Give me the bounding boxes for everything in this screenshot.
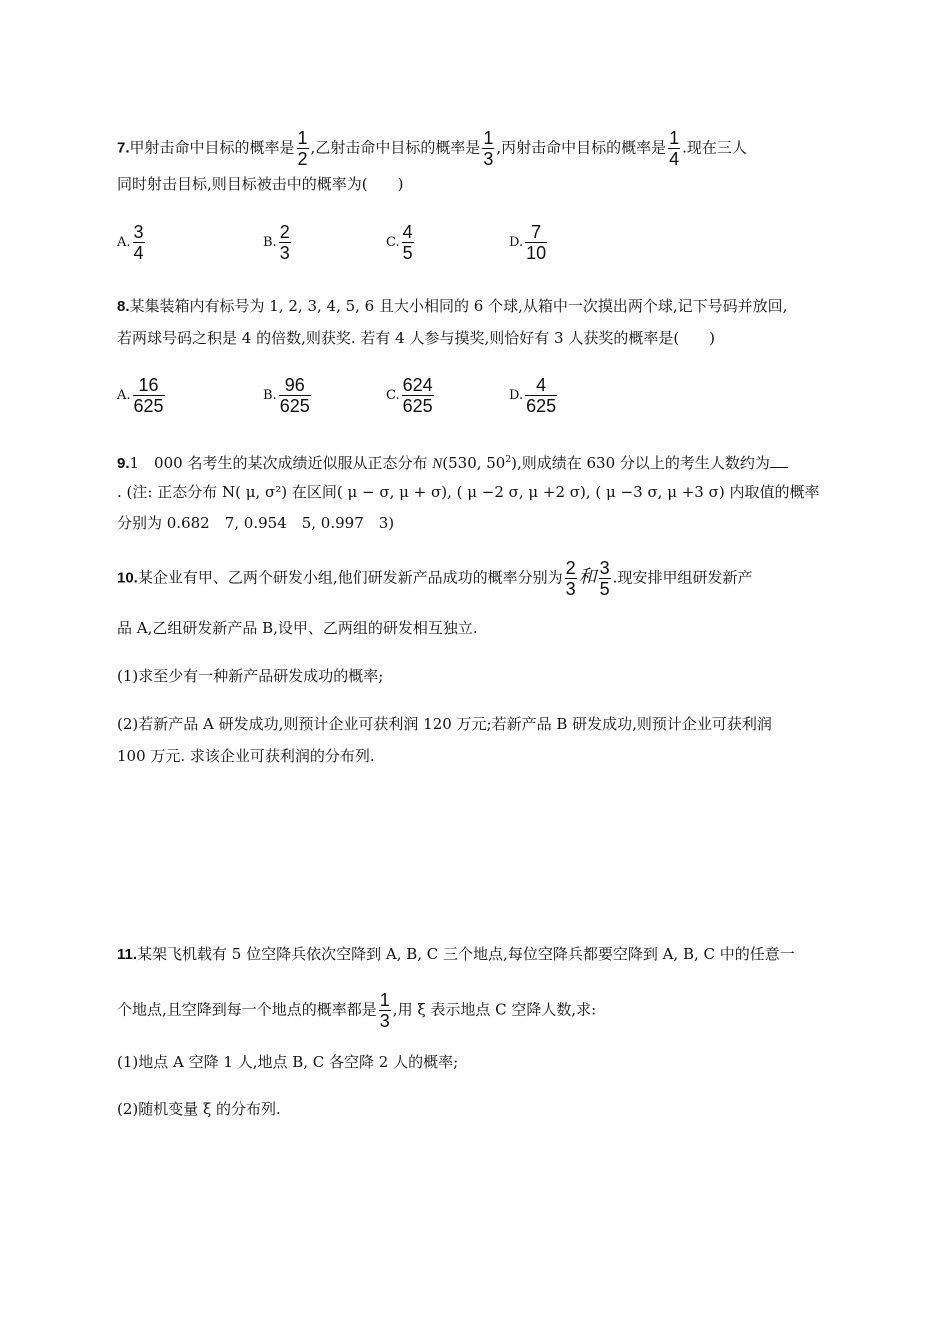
q8-option-b[interactable]: B. $\frac{96}{625}$ xyxy=(263,375,310,416)
q8-line-2: 若两球号码之积是 4 的倍数,则获奖. 若有 4 人参与摸奖,则恰好有 3 人获奖的概率是( ) xyxy=(117,329,716,347)
q11-line-2: 个地点,且空降到每一个地点的概率都是 $\frac{1}{3}$ ,用 ξ 表示地点 C 空降人数,求: xyxy=(117,990,597,1031)
fraction: $\frac{1}{2}$ xyxy=(297,128,308,169)
q7-option-a[interactable]: A. $\frac{3}{4}$ xyxy=(117,222,144,263)
fraction: $\frac{1}{4}$ xyxy=(669,128,680,169)
q7-line-1: 7.甲射击命中目标的概率是 $\frac{1}{2}$ ,乙射击命中目标的概率是 $\frac{1}{3}$ ,丙射击命中目标的概率是 $\frac{1}{4}$ .现在三人 xyxy=(117,128,747,169)
q7-option-d[interactable]: D. $\frac{7}{10}$ xyxy=(509,222,547,263)
q9-line-1: 9.1 000 名考生的某次成绩近似服从正态分布 N(530, $50^2$),则成绩在 630 分以上的考生人数约为 xyxy=(117,450,788,474)
q10-part-2b: 100 万元. 求该企业可获利润的分布列. xyxy=(117,747,375,765)
q7-line-2: 同时射击目标,则目标被击中的概率为( ) xyxy=(117,175,404,193)
q10-line-1: 10.某企业有甲、乙两个研发小组,他们研发新产品成功的概率分别为 $\frac{2}{3}$ 和 $\frac{3}{5}$ .现安排甲组研发新产 xyxy=(117,558,753,599)
q8-option-d[interactable]: D. $\frac{4}{625}$ xyxy=(509,375,557,416)
q11-line-1: 11.某架飞机载有 5 位空降兵依次空降到 A, B, C 三个地点,每位空降兵都要空降到 A, B, C 中的任意一 xyxy=(117,945,795,963)
q10-line-2: 品 A,乙组研发新产品 B,设甲、乙两组的研发相互独立. xyxy=(117,619,478,637)
q9-line-3: 分别为 0.682 7, 0.954 5, 0.997 3) xyxy=(117,514,395,532)
q7-number: 7. xyxy=(117,139,130,157)
q10-part-2a: (2)若新产品 A 研发成功,则预计企业可获利润 120 万元;若新产品 B 研发成功,则预计企业可获利润 xyxy=(117,715,772,733)
q9-line-2: . (注: 正态分布 N( μ, σ²) 在区间( μ − σ, μ + σ), ( μ −2 σ, μ +2 σ), ( μ −3 σ, μ +3 σ) 内取值的概率 xyxy=(117,483,820,501)
q8-line-1: 8.某集装箱内有标号为 1, 2, 3, 4, 5, 6 且大小相同的 6 个球,从箱中一次摸出两个球,记下号码并放回, xyxy=(117,297,788,315)
q8-option-c[interactable]: C. $\frac{624}{625}$ xyxy=(386,375,433,416)
q7-option-b[interactable]: B. $\frac{2}{3}$ xyxy=(263,222,290,263)
q11-part-1: (1)地点 A 空降 1 人,地点 B, C 各空降 2 人的概率; xyxy=(117,1053,459,1071)
q7-option-c[interactable]: C. $\frac{4}{5}$ xyxy=(386,222,413,263)
q8-option-a[interactable]: A. $\frac{16}{625}$ xyxy=(117,375,164,416)
q11-part-2: (2)随机变量 ξ 的分布列. xyxy=(117,1100,281,1118)
answer-blank[interactable] xyxy=(770,455,788,468)
q10-part-1: (1)求至少有一种新产品研发成功的概率; xyxy=(117,667,384,685)
fraction: $\frac{1}{3}$ xyxy=(483,128,494,169)
